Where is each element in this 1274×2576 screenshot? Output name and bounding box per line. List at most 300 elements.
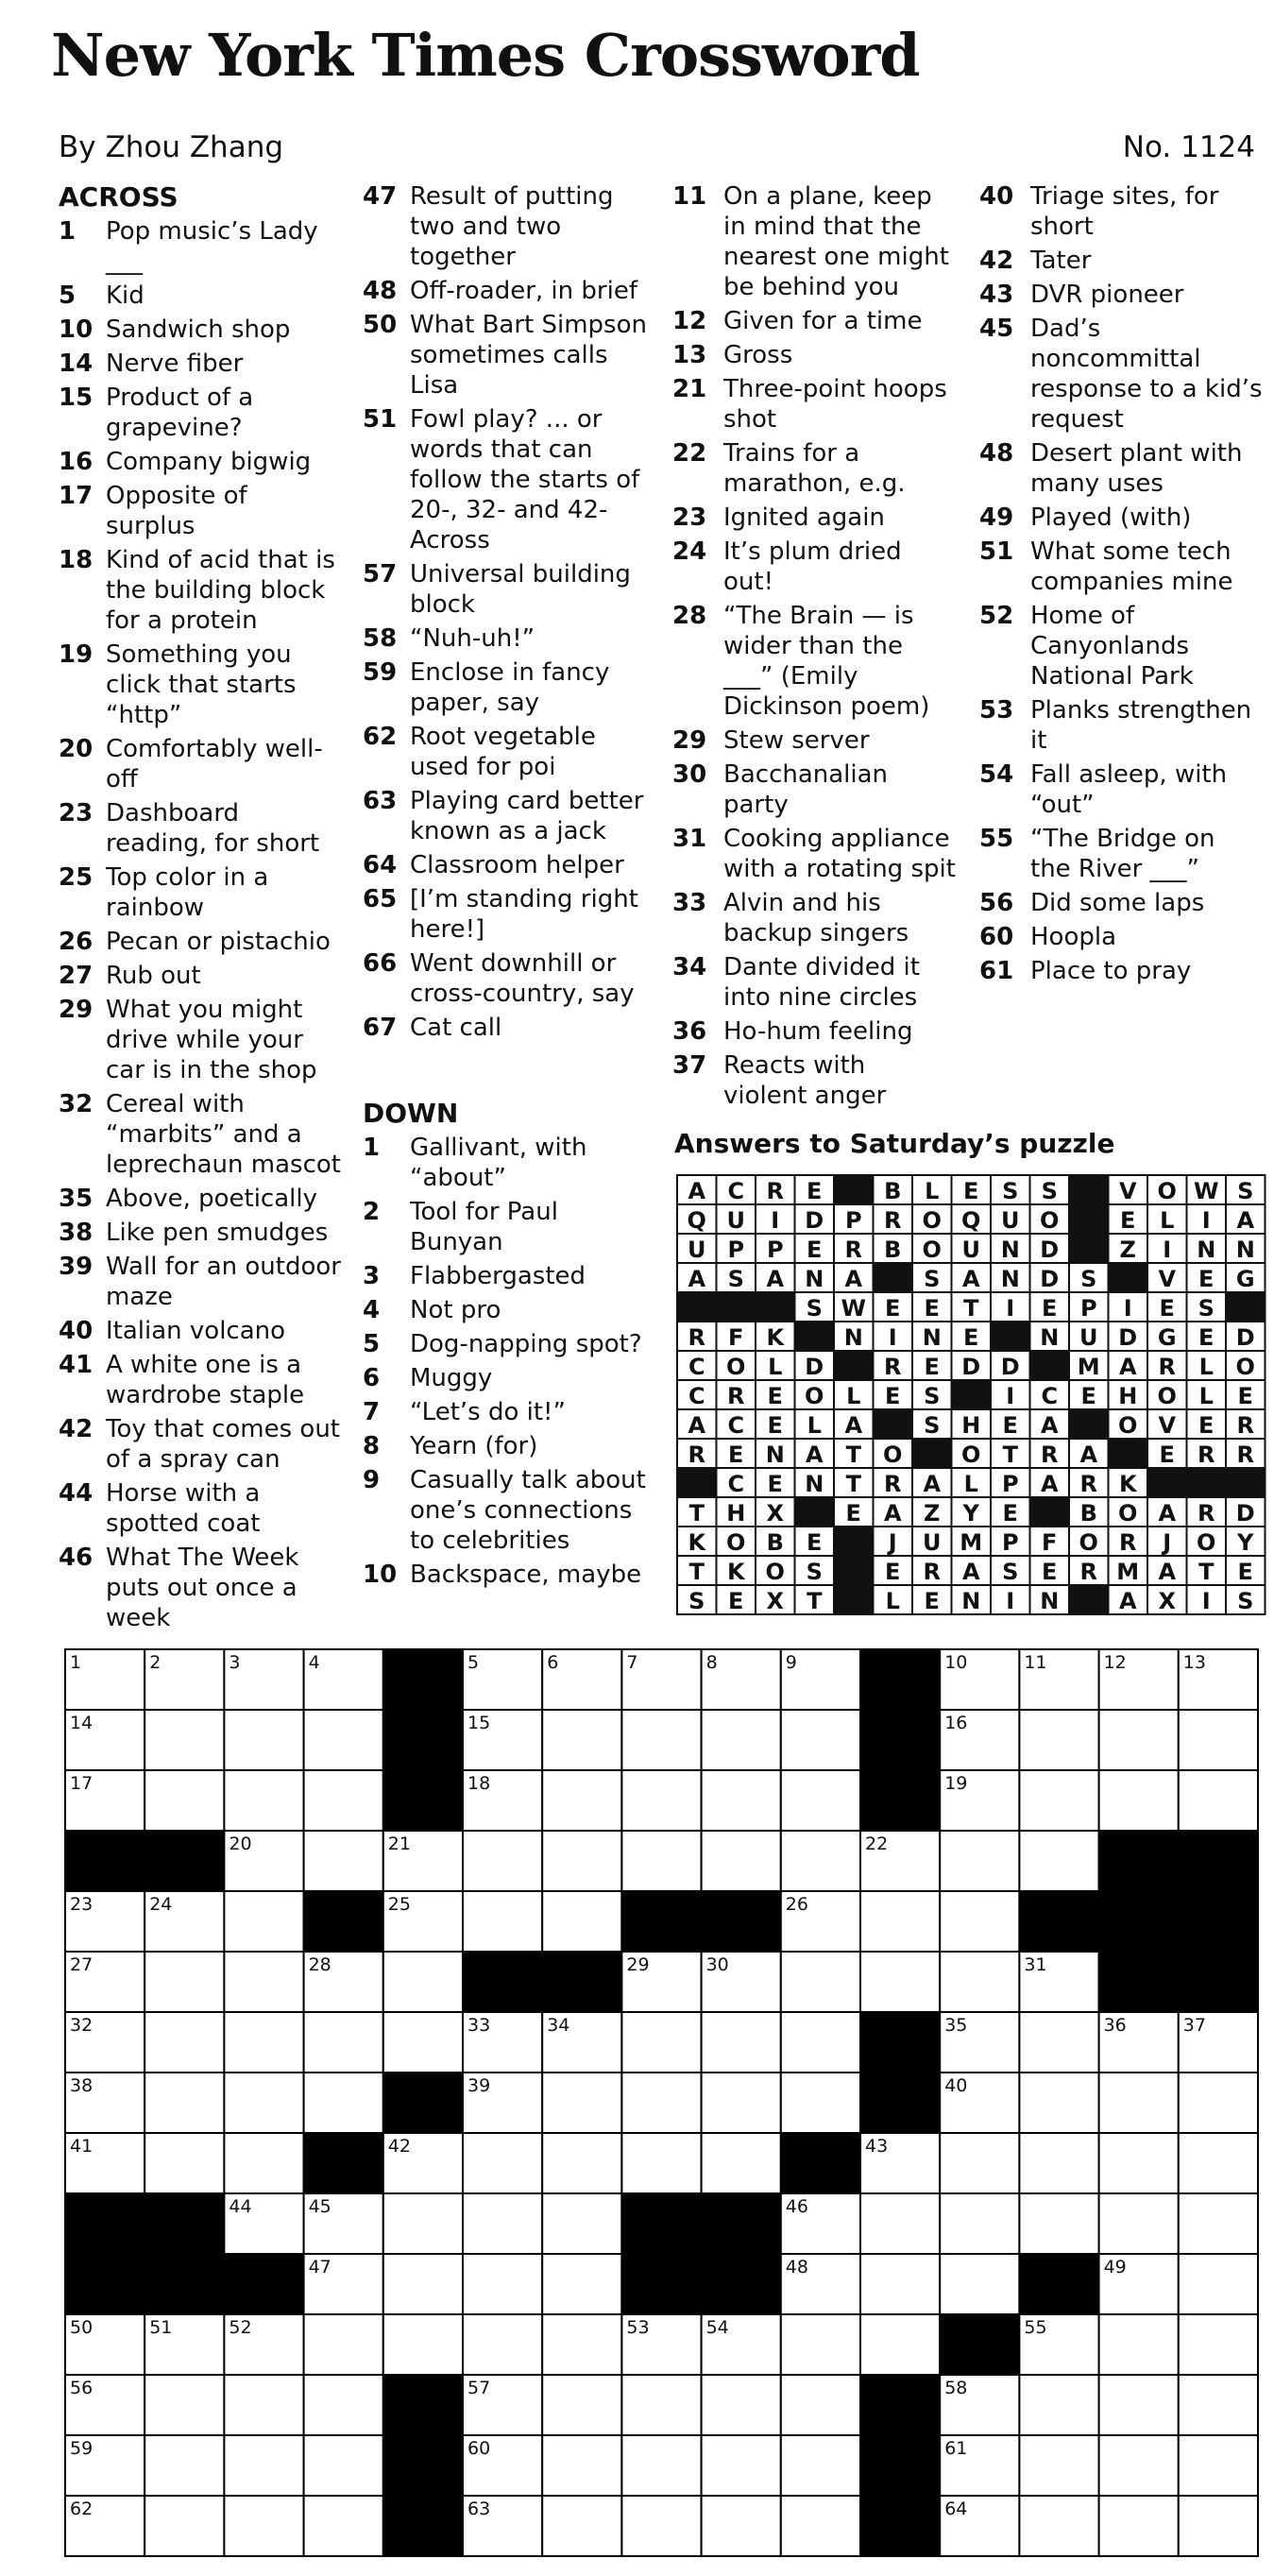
answer-black-cell bbox=[1069, 1234, 1109, 1263]
grid-square[interactable] bbox=[463, 1831, 542, 1891]
answer-letter: O bbox=[922, 1237, 942, 1263]
grid-square[interactable] bbox=[542, 2314, 621, 2375]
clue-number: 4 bbox=[363, 1296, 381, 1324]
answer-letter: E bbox=[845, 1500, 861, 1527]
clue bbox=[59, 447, 342, 477]
answer-letter: I bbox=[771, 1207, 780, 1234]
answer-letter: E bbox=[885, 1295, 901, 1322]
grid-square[interactable] bbox=[304, 2012, 383, 2073]
answer-letter: Z bbox=[924, 1500, 941, 1527]
answer-letter: M bbox=[960, 1529, 983, 1556]
grid-square[interactable] bbox=[621, 1770, 701, 1831]
clue bbox=[672, 503, 956, 533]
answer-letter: R bbox=[844, 1237, 862, 1263]
answer-letter: R bbox=[1119, 1529, 1137, 1556]
answer-letter: T bbox=[1198, 1559, 1215, 1585]
grid-clue-number: 52 bbox=[229, 2317, 252, 2338]
answer-letter: A bbox=[805, 1442, 824, 1468]
clue-number: 32 bbox=[59, 1090, 93, 1118]
grid-clue-number: 17 bbox=[70, 1773, 93, 1794]
answer-letter: I bbox=[888, 1324, 897, 1351]
grid-square[interactable] bbox=[621, 2496, 701, 2556]
answer-letter: D bbox=[805, 1207, 824, 1234]
grid-square[interactable] bbox=[224, 2375, 303, 2435]
answer-letter: I bbox=[1006, 1588, 1015, 1614]
clue-number: 61 bbox=[979, 957, 1014, 985]
answer-letter: A bbox=[1040, 1471, 1059, 1497]
answer-letter: B bbox=[884, 1178, 902, 1204]
grid-square[interactable] bbox=[1099, 1770, 1179, 1831]
answer-letter: R bbox=[688, 1324, 705, 1351]
clue-text: Ho-hum feeling bbox=[723, 1017, 913, 1046]
clue bbox=[59, 640, 342, 730]
answer-black-cell bbox=[834, 1527, 874, 1556]
grid-square[interactable] bbox=[224, 1891, 303, 1952]
clue-number: 55 bbox=[979, 825, 1014, 853]
grid-square[interactable] bbox=[1179, 2193, 1258, 2254]
grid-clue-number: 1 bbox=[70, 1652, 82, 1673]
answer-letter: E bbox=[1198, 1324, 1215, 1351]
grid-black-square bbox=[1019, 1891, 1098, 1952]
grid-square[interactable] bbox=[1099, 2133, 1179, 2193]
grid-square[interactable] bbox=[781, 1710, 860, 1770]
answer-letter: A bbox=[1236, 1207, 1255, 1234]
grid-square[interactable] bbox=[621, 2073, 701, 2133]
grid-square[interactable] bbox=[224, 2012, 303, 2073]
grid-square[interactable] bbox=[621, 2012, 701, 2073]
grid-square[interactable] bbox=[702, 2435, 781, 2496]
clue-number: 34 bbox=[672, 953, 707, 981]
grid-square[interactable] bbox=[542, 2073, 621, 2133]
answer-letter: S bbox=[727, 1266, 744, 1292]
grid-square[interactable] bbox=[781, 2314, 860, 2375]
grid-square[interactable] bbox=[781, 2435, 860, 2496]
grid-square[interactable] bbox=[542, 2375, 621, 2435]
grid-black-square bbox=[65, 2193, 144, 2254]
answer-letter: K bbox=[1118, 1471, 1137, 1497]
grid-square[interactable] bbox=[304, 2435, 383, 2496]
grid-square[interactable] bbox=[621, 1831, 701, 1891]
answer-letter: W bbox=[1194, 1178, 1219, 1204]
answer-letter: C bbox=[727, 1412, 745, 1439]
answer-black-cell bbox=[834, 1556, 874, 1585]
grid-clue-number: 39 bbox=[467, 2075, 491, 2096]
answer-letter: A bbox=[688, 1412, 706, 1439]
grid-square[interactable] bbox=[304, 2073, 383, 2133]
clue bbox=[363, 1397, 655, 1427]
answer-letter: S bbox=[924, 1412, 941, 1439]
clue-text: Did some laps bbox=[1030, 889, 1205, 917]
clue-text: Hoopla bbox=[1030, 923, 1117, 951]
clue-number: 17 bbox=[59, 482, 93, 510]
grid-square[interactable] bbox=[860, 1891, 940, 1952]
grid-black-square bbox=[144, 2254, 224, 2314]
grid-square[interactable] bbox=[781, 2073, 860, 2133]
grid-square[interactable] bbox=[144, 2012, 224, 2073]
clue bbox=[59, 1089, 342, 1180]
clue-text: Fowl play? ... or words that can follow the starts of 20-, 32- and 42-Across bbox=[410, 405, 640, 554]
clue bbox=[363, 1363, 655, 1393]
clue-text: Home of Canyonlands National Park bbox=[1030, 602, 1194, 691]
answer-letter: K bbox=[766, 1324, 785, 1351]
clue-text: What you might drive while your car is in the shop bbox=[106, 996, 317, 1084]
clue-number: 53 bbox=[979, 696, 1014, 725]
answers-heading: Answers to Saturday’s puzzle bbox=[674, 1128, 1115, 1159]
answer-letter: N bbox=[1197, 1237, 1216, 1263]
grid-clue-number: 43 bbox=[865, 2136, 889, 2157]
grid-clue-number: 64 bbox=[944, 2499, 968, 2519]
grid-square[interactable] bbox=[940, 1891, 1019, 1952]
grid-square[interactable] bbox=[702, 2375, 781, 2435]
answer-letter: N bbox=[1235, 1237, 1255, 1263]
puzzle-number: No. 1124 bbox=[1122, 130, 1255, 164]
grid-square[interactable] bbox=[144, 2435, 224, 2496]
grid-square[interactable] bbox=[781, 1831, 860, 1891]
grid-square[interactable] bbox=[781, 1770, 860, 1831]
answer-black-cell bbox=[1069, 1204, 1109, 1234]
grid-square[interactable] bbox=[860, 2193, 940, 2254]
grid-square[interactable] bbox=[144, 2496, 224, 2556]
clue-number: 33 bbox=[672, 889, 707, 917]
grid-black-square bbox=[383, 1770, 463, 1831]
grid-square[interactable] bbox=[463, 2193, 542, 2254]
grid-square[interactable] bbox=[463, 1891, 542, 1952]
grid-square[interactable] bbox=[1179, 2314, 1258, 2375]
answer-letter: S bbox=[1198, 1295, 1215, 1322]
clue-text: Given for a time bbox=[723, 307, 923, 335]
answer-letter: N bbox=[1040, 1588, 1060, 1614]
grid-square[interactable] bbox=[781, 2496, 860, 2556]
down-clue-list-continued-2 bbox=[979, 181, 1263, 986]
grid-square[interactable] bbox=[542, 2435, 621, 2496]
answer-letter: O bbox=[726, 1529, 746, 1556]
answer-letter: D bbox=[1235, 1324, 1255, 1351]
clue-text: It’s plum dried out! bbox=[723, 537, 902, 596]
grid-square[interactable] bbox=[144, 2133, 224, 2193]
grid-clue-number: 38 bbox=[70, 2075, 93, 2096]
answer-letter: N bbox=[805, 1471, 824, 1497]
grid-square[interactable] bbox=[1019, 2375, 1098, 2435]
grid-square[interactable] bbox=[1099, 2314, 1179, 2375]
grid-square[interactable] bbox=[224, 2073, 303, 2133]
grid-square[interactable] bbox=[542, 2254, 621, 2314]
grid-square[interactable] bbox=[304, 2314, 383, 2375]
clue-text: Not pro bbox=[410, 1296, 501, 1324]
grid-black-square bbox=[860, 1649, 940, 1710]
grid-square[interactable] bbox=[144, 1952, 224, 2012]
answer-letter: E bbox=[807, 1237, 823, 1263]
grid-square[interactable] bbox=[463, 2314, 542, 2375]
grid-square[interactable] bbox=[224, 2496, 303, 2556]
grid-black-square bbox=[1099, 1891, 1179, 1952]
grid-square[interactable] bbox=[1099, 1710, 1179, 1770]
grid-square[interactable] bbox=[144, 2073, 224, 2133]
grid-square[interactable] bbox=[144, 1770, 224, 1831]
clue-number: 67 bbox=[363, 1014, 398, 1042]
grid-square[interactable] bbox=[1099, 2435, 1179, 2496]
clue bbox=[59, 545, 342, 636]
answer-letter: R bbox=[884, 1471, 902, 1497]
clue bbox=[363, 310, 655, 401]
clue-number: 40 bbox=[59, 1317, 93, 1345]
grid-black-square bbox=[860, 2496, 940, 2556]
grid-square[interactable] bbox=[702, 2133, 781, 2193]
grid-clue-number: 54 bbox=[705, 2317, 729, 2338]
grid-square[interactable] bbox=[702, 2496, 781, 2556]
answer-black-cell bbox=[874, 1409, 913, 1439]
answer-letter: L bbox=[963, 1471, 978, 1497]
grid-square[interactable] bbox=[702, 2073, 781, 2133]
clue bbox=[59, 1218, 342, 1248]
grid-square[interactable] bbox=[383, 1952, 463, 2012]
grid-square[interactable] bbox=[940, 2193, 1019, 2254]
answer-letter: E bbox=[1198, 1412, 1215, 1439]
answer-letter: B bbox=[884, 1237, 902, 1263]
clue bbox=[363, 559, 655, 620]
grid-square[interactable] bbox=[463, 2254, 542, 2314]
answer-letter: M bbox=[1077, 1354, 1100, 1380]
grid-square[interactable] bbox=[144, 2375, 224, 2435]
grid-square[interactable] bbox=[621, 2375, 701, 2435]
clue-text: On a plane, keep in mind that the nearest one might be behind you bbox=[723, 182, 949, 301]
grid-square[interactable] bbox=[860, 2254, 940, 2314]
answer-letter: H bbox=[961, 1412, 981, 1439]
answer-letter: L bbox=[1160, 1207, 1175, 1234]
answer-black-cell bbox=[677, 1468, 717, 1497]
grid-square[interactable] bbox=[781, 1952, 860, 2012]
grid-black-square bbox=[304, 2133, 383, 2193]
answer-letter: E bbox=[1198, 1266, 1215, 1292]
answer-letter: S bbox=[1237, 1588, 1254, 1614]
grid-square[interactable] bbox=[542, 1710, 621, 1770]
clue bbox=[979, 503, 1263, 533]
grid-square[interactable] bbox=[1179, 2254, 1258, 2314]
grid-square[interactable] bbox=[224, 1952, 303, 2012]
answer-letter: R bbox=[1158, 1354, 1176, 1380]
grid-square[interactable] bbox=[1179, 2073, 1258, 2133]
answer-black-cell bbox=[991, 1322, 1030, 1351]
grid-square[interactable] bbox=[781, 2375, 860, 2435]
grid-square[interactable] bbox=[702, 1710, 781, 1770]
clue bbox=[672, 888, 956, 948]
answer-letter: E bbox=[963, 1178, 979, 1204]
answer-letter: B bbox=[766, 1529, 784, 1556]
clue-text: DVR pioneer bbox=[1030, 281, 1184, 309]
clue-text: Opposite of surplus bbox=[106, 482, 247, 540]
answer-letter: N bbox=[922, 1324, 942, 1351]
grid-clue-number: 20 bbox=[229, 1834, 252, 1854]
answer-letter: O bbox=[1157, 1383, 1177, 1409]
grid-square[interactable] bbox=[1019, 1710, 1098, 1770]
grid-square[interactable] bbox=[1019, 2012, 1098, 2073]
clue bbox=[59, 995, 342, 1085]
grid-square[interactable] bbox=[224, 2435, 303, 2496]
grid-square[interactable] bbox=[940, 1831, 1019, 1891]
answer-letter: D bbox=[1040, 1266, 1060, 1292]
grid-square[interactable] bbox=[1099, 2193, 1179, 2254]
grid-square[interactable] bbox=[1019, 2193, 1098, 2254]
grid-black-square bbox=[383, 2073, 463, 2133]
clue bbox=[363, 722, 655, 782]
grid-clue-number: 60 bbox=[467, 2438, 491, 2459]
clue-text: Ignited again bbox=[723, 503, 885, 532]
clue bbox=[59, 1414, 342, 1475]
answer-letter: O bbox=[1040, 1207, 1060, 1234]
clue-number: 43 bbox=[979, 281, 1014, 309]
grid-clue-number: 57 bbox=[467, 2378, 491, 2398]
grid-square[interactable] bbox=[224, 1710, 303, 1770]
grid-square[interactable] bbox=[1179, 2133, 1258, 2193]
grid-square[interactable] bbox=[1179, 2375, 1258, 2435]
clue-number: 8 bbox=[363, 1432, 381, 1460]
grid-square[interactable] bbox=[542, 1770, 621, 1831]
grid-square[interactable] bbox=[702, 1831, 781, 1891]
clue bbox=[979, 280, 1263, 310]
answer-letter: N bbox=[843, 1324, 863, 1351]
grid-square[interactable] bbox=[1019, 2435, 1098, 2496]
grid-square[interactable] bbox=[1019, 1831, 1098, 1891]
grid-square[interactable] bbox=[304, 1710, 383, 1770]
answer-letter: S bbox=[1002, 1559, 1019, 1585]
grid-clue-number: 40 bbox=[944, 2075, 968, 2096]
grid-square[interactable] bbox=[1019, 2496, 1098, 2556]
grid-square[interactable] bbox=[621, 1710, 701, 1770]
grid-square[interactable] bbox=[702, 1770, 781, 1831]
grid-black-square bbox=[860, 1710, 940, 1770]
clue bbox=[672, 181, 956, 302]
clue-text: Muggy bbox=[410, 1364, 493, 1392]
grid-square[interactable] bbox=[304, 1770, 383, 1831]
grid-black-square bbox=[1099, 1952, 1179, 2012]
byline: By Zhou Zhang bbox=[59, 130, 284, 164]
grid-square[interactable] bbox=[860, 1952, 940, 2012]
answer-letter: P bbox=[766, 1237, 784, 1263]
grid-square[interactable] bbox=[1179, 1710, 1258, 1770]
answer-letter: J bbox=[1163, 1529, 1172, 1556]
grid-square[interactable] bbox=[383, 2314, 463, 2375]
answer-letter: C bbox=[727, 1178, 745, 1204]
answer-letter: C bbox=[688, 1354, 705, 1380]
clue bbox=[363, 657, 655, 718]
answer-letter: O bbox=[805, 1383, 824, 1409]
clue bbox=[59, 798, 342, 859]
answer-black-cell bbox=[1069, 1409, 1109, 1439]
answer-letter: E bbox=[924, 1295, 940, 1322]
answer-letter: L bbox=[885, 1588, 900, 1614]
grid-black-square bbox=[860, 2012, 940, 2073]
answer-letter: W bbox=[841, 1295, 866, 1322]
clue-text: Cooking appliance with a rotating spit bbox=[723, 825, 956, 883]
clue bbox=[363, 948, 655, 1009]
answer-letter: A bbox=[961, 1266, 980, 1292]
clue bbox=[979, 601, 1263, 691]
clue-number: 31 bbox=[672, 825, 707, 853]
answer-letter: E bbox=[1002, 1412, 1018, 1439]
grid-square[interactable] bbox=[383, 2012, 463, 2073]
grid-square[interactable] bbox=[304, 1831, 383, 1891]
clue-number: 60 bbox=[979, 923, 1014, 951]
clue bbox=[672, 537, 956, 597]
grid-square[interactable] bbox=[1019, 2133, 1098, 2193]
grid-square[interactable] bbox=[144, 1710, 224, 1770]
answer-letter: N bbox=[1000, 1237, 1020, 1263]
grid-square[interactable] bbox=[542, 1891, 621, 1952]
answer-letter: P bbox=[1079, 1295, 1097, 1322]
grid-clue-number: 31 bbox=[1024, 1954, 1047, 1975]
grid-black-square bbox=[1019, 2254, 1098, 2314]
clue bbox=[59, 1316, 342, 1346]
grid-square[interactable] bbox=[1099, 2496, 1179, 2556]
grid-square[interactable] bbox=[383, 2254, 463, 2314]
answer-letter: U bbox=[961, 1237, 980, 1263]
grid-square[interactable] bbox=[1019, 2073, 1098, 2133]
clue-number: 21 bbox=[672, 375, 707, 403]
grid-square[interactable] bbox=[702, 2012, 781, 2073]
grid-clue-number: 8 bbox=[705, 1652, 718, 1673]
clue bbox=[979, 956, 1263, 986]
grid-clue-number: 51 bbox=[149, 2317, 173, 2338]
grid-clue-number: 16 bbox=[944, 1713, 968, 1733]
grid-square[interactable] bbox=[542, 2193, 621, 2254]
grid-square[interactable] bbox=[542, 1831, 621, 1891]
grid-clue-number: 59 bbox=[70, 2438, 93, 2459]
clue-text: Trains for a marathon, e.g. bbox=[723, 439, 906, 498]
grid-square[interactable] bbox=[1179, 2435, 1258, 2496]
answer-letter: S bbox=[1002, 1178, 1019, 1204]
grid-square[interactable] bbox=[1099, 2073, 1179, 2133]
grid-clue-number: 12 bbox=[1103, 1652, 1127, 1673]
grid-square[interactable] bbox=[304, 2496, 383, 2556]
grid-square[interactable] bbox=[1179, 2496, 1258, 2556]
answer-black-cell bbox=[717, 1292, 756, 1322]
grid-square[interactable] bbox=[1019, 1770, 1098, 1831]
grid-clue-number: 10 bbox=[944, 1652, 968, 1673]
grid-square[interactable] bbox=[940, 1952, 1019, 2012]
clue-text: Classroom helper bbox=[410, 851, 624, 879]
answer-letter: K bbox=[688, 1529, 706, 1556]
clue-number: 18 bbox=[59, 546, 93, 574]
grid-square[interactable] bbox=[542, 2133, 621, 2193]
grid-square[interactable] bbox=[940, 2133, 1019, 2193]
answer-letter: O bbox=[1118, 1412, 1138, 1439]
answer-letter: D bbox=[1000, 1354, 1020, 1380]
answer-black-cell bbox=[912, 1439, 952, 1468]
grid-square[interactable] bbox=[304, 2375, 383, 2435]
grid-square[interactable] bbox=[940, 2254, 1019, 2314]
clue-number: 56 bbox=[979, 889, 1014, 917]
grid-square[interactable] bbox=[621, 2133, 701, 2193]
grid-square[interactable] bbox=[621, 2435, 701, 2496]
grid-square[interactable] bbox=[224, 1770, 303, 1831]
clue-column-1 bbox=[59, 181, 342, 1637]
grid-square[interactable] bbox=[383, 2193, 463, 2254]
grid-square[interactable] bbox=[463, 2133, 542, 2193]
clue-number: 14 bbox=[59, 350, 93, 378]
grid-clue-number: 25 bbox=[387, 1894, 411, 1915]
grid-square[interactable] bbox=[224, 2133, 303, 2193]
answer-letter: R bbox=[1198, 1500, 1215, 1527]
grid-clue-number: 9 bbox=[785, 1652, 797, 1673]
grid-square[interactable] bbox=[1099, 2375, 1179, 2435]
grid-square[interactable] bbox=[1179, 1770, 1258, 1831]
grid-square[interactable] bbox=[781, 2012, 860, 2073]
grid-square[interactable] bbox=[860, 2314, 940, 2375]
clue-text: Played (with) bbox=[1030, 503, 1192, 532]
answer-letter: D bbox=[1235, 1500, 1255, 1527]
answer-letter: C bbox=[727, 1471, 745, 1497]
clue-column-2 bbox=[363, 181, 655, 1594]
grid-square[interactable] bbox=[542, 2496, 621, 2556]
